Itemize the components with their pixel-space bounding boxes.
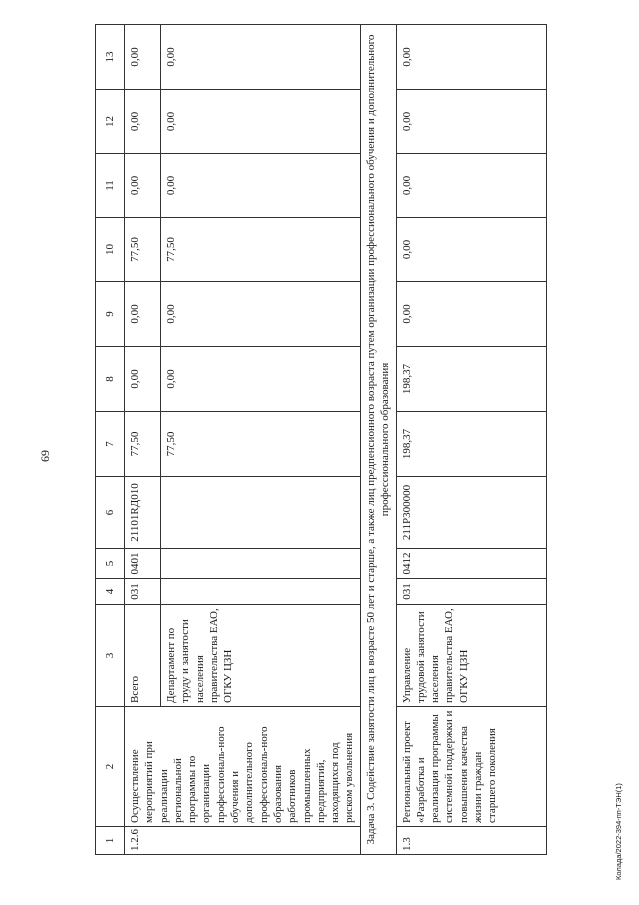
measure-name: Региональный проект «Разработка и реализация программы системной поддержки и повышения качества жизни граждан старшего поколения (396, 707, 546, 827)
value-cell: 0,00 (161, 90, 361, 154)
budget-table-sheet (95, 25, 607, 855)
grbs-cell: 031 (396, 579, 546, 605)
value-cell: 77,50 (125, 218, 161, 282)
executor-cell: Всего (125, 605, 161, 707)
row-number: 1.3 (396, 827, 546, 855)
value-cell: 0,00 (396, 154, 546, 218)
value-cell: 0,00 (161, 25, 361, 90)
executor-cell: Управление трудовой занятости населения правительства ЕАО, ОГКУ ЦЗН (396, 605, 546, 707)
header-cell: 3 (96, 605, 125, 707)
value-cell: 0,00 (125, 25, 161, 90)
header-cell: 10 (96, 218, 125, 282)
table-row (125, 25, 161, 855)
header-cell: 9 (96, 282, 125, 347)
executor-cell: Департамент по труду и занятости населения правительства ЕАО, ОГКУ ЦЗН (161, 605, 361, 707)
value-cell: 0,00 (396, 25, 546, 90)
header-cell: 6 (96, 477, 125, 549)
budget-table (95, 24, 547, 855)
task-row (361, 25, 397, 855)
csr-cell: 21101RД010 (125, 477, 161, 549)
row-number: 1.2.6 (125, 827, 361, 855)
value-cell: 77,50 (161, 218, 361, 282)
value-cell: 198,37 (396, 412, 546, 477)
value-cell: 0,00 (396, 218, 546, 282)
document-footer: Колада/2022-394-пп-ТЭН(1) (614, 783, 623, 880)
header-row (96, 25, 125, 855)
value-cell: 0,00 (125, 282, 161, 347)
header-cell: 4 (96, 579, 125, 605)
header-cell: 1 (96, 827, 125, 855)
value-cell: 0,00 (396, 282, 546, 347)
header-cell: 7 (96, 412, 125, 477)
value-cell: 0,00 (396, 90, 546, 154)
header-cell: 5 (96, 549, 125, 579)
value-cell: 0,00 (161, 282, 361, 347)
table-row (396, 25, 546, 855)
value-cell: 77,50 (125, 412, 161, 477)
header-cell: 13 (96, 25, 125, 90)
header-cell: 2 (96, 707, 125, 827)
value-cell: 77,50 (161, 412, 361, 477)
header-cell: 11 (96, 154, 125, 218)
measure-name: Осуществление мероприятий при реализации региональной программы по организации профессиональ-ного обучения и дополнительного профессиональ-ного образования работников промышленных предприятий, находящихся под риском увольнения (125, 707, 361, 827)
page-number: 69 (38, 450, 52, 462)
rzpr-cell: 0412 (396, 549, 546, 579)
value-cell: 198,37 (396, 347, 546, 412)
task-heading: Задача 3. Содействие занятости лиц в возрасте 50 лет и старше, а также лиц предпенсионного возраста путем организации профессионального обучения и дополнительного профессионального образования (361, 25, 397, 855)
value-cell: 0,00 (125, 154, 161, 218)
grbs-cell: 031 (125, 579, 161, 605)
value-cell: 0,00 (161, 347, 361, 412)
value-cell: 0,00 (161, 154, 361, 218)
value-cell: 0,00 (125, 90, 161, 154)
csr-cell: 211P300000 (396, 477, 546, 549)
header-cell: 12 (96, 90, 125, 154)
value-cell: 0,00 (125, 347, 161, 412)
header-cell: 8 (96, 347, 125, 412)
rzpr-cell: 0401 (125, 549, 161, 579)
